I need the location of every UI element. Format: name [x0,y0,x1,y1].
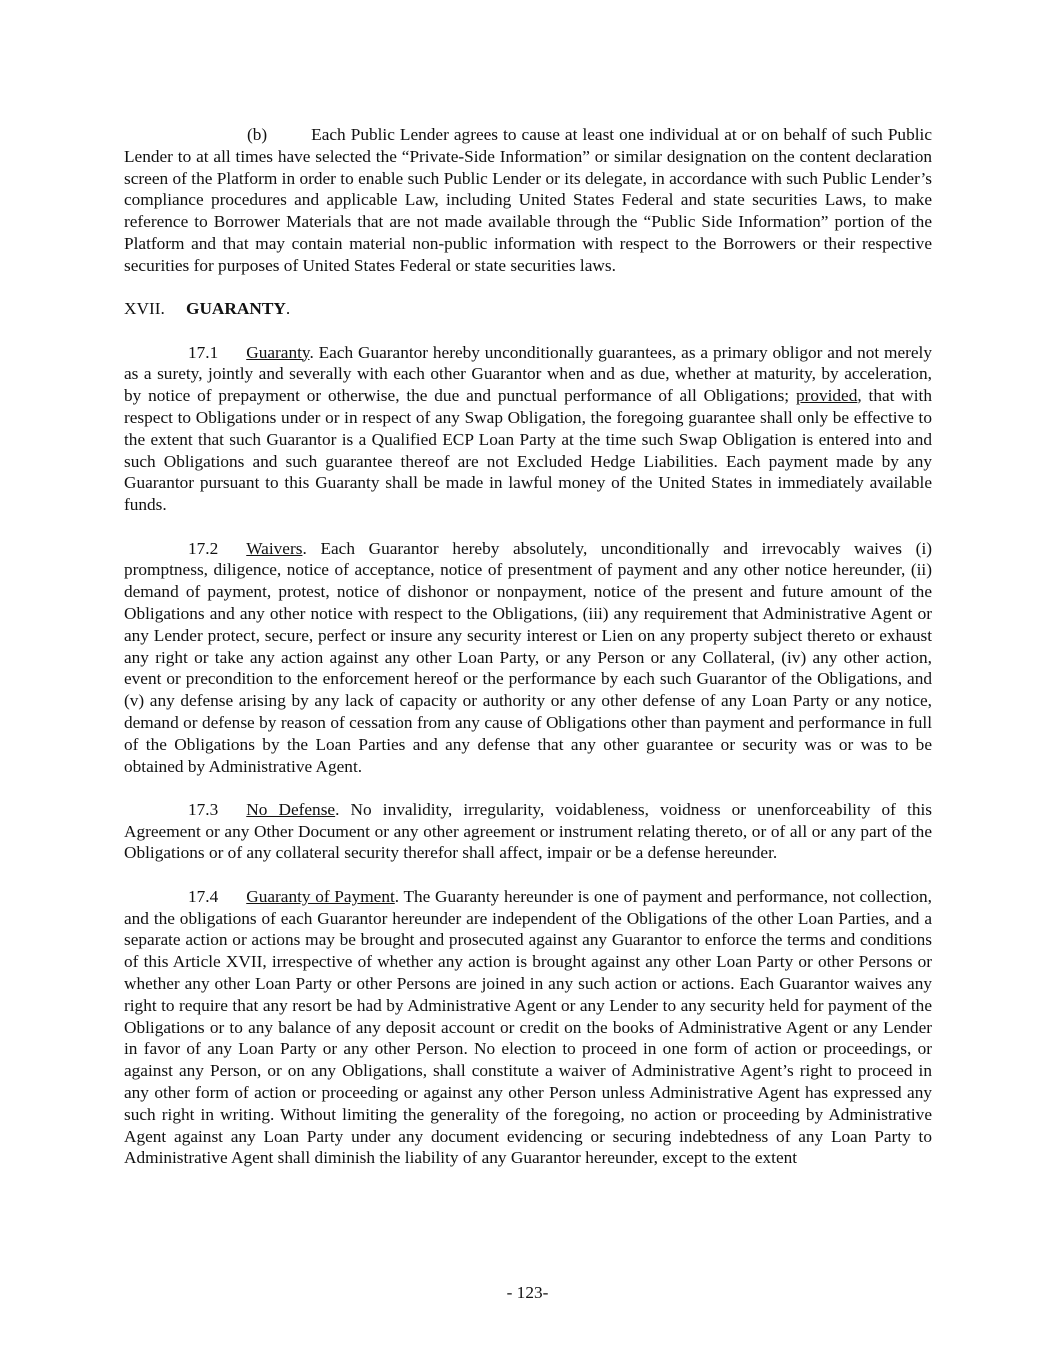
section-17-1-text-a: . Each Guarantor hereby unconditionally guarantees, as a primary obligor and not merely as a surety, jointly and severally with each other Guarantor when and as due, whether at maturity, by acceleration, by notice of prepayment or otherwise, the due and punctual performance of all Obligations; [124,342,932,406]
section-17-4-heading: Guaranty of Payment [246,886,395,906]
section-17-4-text: . The Guaranty hereunder is one of payment and performance, not collection, and the obligations of each Guarantor hereunder are independent of the Obligations of the other Loan Parties, and a separate action or actions may be brought and prosecuted against any Guarantor to enforce the terms and conditions of this Article XVII, irrespective of whether any action is brought against any other Loan Party or other Persons or whether any other Loan Party or other Persons are joined in any such action or actions. Each Guarantor waives any right to require that any resort be had by Administrative Agent or any Lender to any security held for payment of the Obligations or to any balance of any deposit account or credit on the books of Administrative Agent or any Lender in favor of any Loan Party or any other Person. No election to proceed in one form of action or proceedings, or against any Person, or on any Obligations, shall constitute a waiver of Administrative Agent’s right to proceed in any other form of action or proceeding or against any other Person unless Administrative Agent has expressed any such right in writing. Without limiting the generality of the foregoing, no action or proceeding by Administrative Agent against any Loan Party under any document evidencing or securing indebtedness of any Loan Party to Administrative Agent shall diminish the liability of any Guarantor hereunder, except to the extent [124,886,933,1168]
section-17-3-text: . No invalidity, irregularity, voidableness, voidness or unenforceability of this Agreement or any Other Document or any other agreement or instrument relating thereto, or of all or any part of the Obligations or of any collateral security therefor shall affect, impair or be a defense hereunder. [124,799,932,863]
article-title: GUARANTY [186,299,286,319]
section-17-2-heading: Waivers [246,538,303,558]
clause-b-text: Each Public Lender agrees to cause at least one individual at or on behalf of such Public Lender to at all times have selected the “Private-Side Information” or similar designation on the content declaration screen of the Platform in order to enable such Public Lender or its delegate, in accordance with such Public Lender’s compliance procedures and applicable Law, including United States Federal and state securities Laws, to make reference to Borrower Materials that are not made available through the “Public Side Information” portion of the Platform and that may contain material non-public information with respect to the Borrowers or their respective securities for purposes of United States Federal or state securities laws. [124,125,932,275]
section-17-3-number: 17.3 [188,799,219,819]
section-17-2 [124,538,932,778]
clause-b-paragraph [124,124,932,277]
provided-term: provided [795,386,858,406]
section-17-3 [124,799,932,864]
section-17-2-number: 17.2 [188,538,219,558]
article-number: XVII. [124,299,165,319]
section-17-1-number: 17.1 [188,342,219,362]
article-title-period: . [285,299,291,319]
section-17-2-text: . Each Guarantor hereby absolutely, unconditionally and irrevocably waives (i) promptness, diligence, notice of acceptance, notice of presentment of payment and any other notice hereunder, (ii) demand of payment, protest, notice of dishonor or nonpayment, notice of the present and future amount of the Obligations and any other notice with respect to the Obligations, (iii) any requirement that Administrative Agent or any Lender protect, secure, perfect or insure any security interest or Lien on any property subject thereto or exhaust any right or take any action against any other Loan Party, or any Person or any Collateral, (iv) any other action, event or precondition to the enforcement hereof or the performance by each such Guarantor of the Obligations, and (v) any defense arising by any lack of capacity or authority or any other defense of any Loan Party or any notice, demand or defense by reason of cessation from any cause of Obligations other than payment and performance in full of the Obligations by the Loan Parties and any defense that any other guarantee or security was or was to be obtained by Administrative Agent. [124,538,932,776]
page-number: - 123- [506,1283,549,1302]
section-17-4-number: 17.4 [188,886,219,906]
clause-b-label: (b) [247,125,268,144]
section-17-3-heading: No Defense [246,799,336,819]
section-17-4 [124,886,932,1169]
section-17-1 [124,342,932,516]
section-17-1-text-b: , that with respect to Obligations under or in respect of any Swap Obligation, the foregoing guarantee shall only be effective to the extent that such Guarantor is a Qualified ECP Loan Party at the time such Swap Obligation is entered into and such Obligations and such guarantee thereof are not Excluded Hedge Liabilities. Each payment made by any Guarantor pursuant to this Guaranty shall be made in lawful money of the United States in immediately available funds. [124,386,932,515]
document-page [124,124,932,1191]
article-heading [124,298,932,320]
section-17-1-heading: Guaranty [246,342,310,362]
